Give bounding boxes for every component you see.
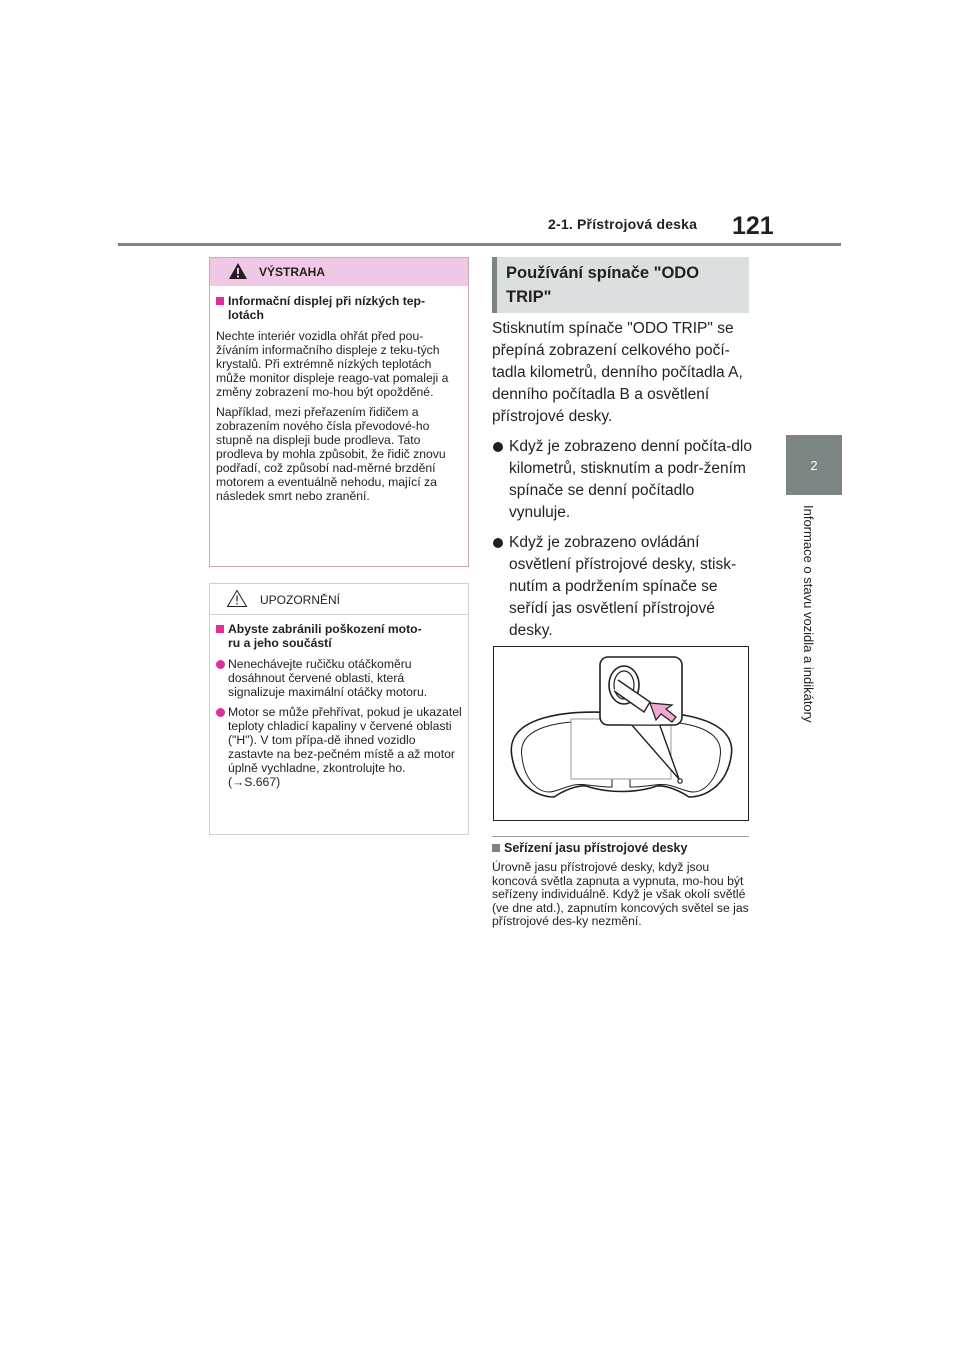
section-title: 2-1. Přístrojová deska bbox=[548, 216, 698, 232]
subsection-heading: Seřízení jasu přístrojové desky bbox=[492, 841, 687, 855]
caution-title: UPOZORNĚNÍ bbox=[260, 593, 341, 607]
square-bullet-icon bbox=[492, 844, 500, 852]
chapter-number: 2 bbox=[810, 457, 818, 473]
warning-box bbox=[209, 257, 469, 567]
page-reference: (→S.667) bbox=[228, 775, 281, 789]
subsection-text: Úrovně jasu přístrojové desky, když jsou koncová světla zapnuta a vypnuta, mo-hou být seřízeny individuálně. Když je však okolí světlé (ve dne atd.), zapnutím koncových světel se jas přístrojové des-ky nezmění. bbox=[492, 860, 749, 929]
square-bullet-icon bbox=[216, 297, 224, 305]
subsection-divider bbox=[492, 836, 749, 837]
warning-header bbox=[210, 258, 468, 286]
bullet-item-2: Když je zobrazeno ovládání osvětlení přístrojové desky, stisk-nutím a podržením spínače se seřídí jas osvětlení přístrojové desky. bbox=[492, 532, 754, 642]
header-divider bbox=[118, 243, 841, 246]
chapter-tab bbox=[786, 435, 842, 495]
warning-paragraph-2: Například, mezi přeřazením řidičem a zobrazením nového čísla převodové-ho stupně na displeji bude prodleva. Tato prodleva by mohla způsobit, že řidič znovu podřadí, což způsobí nad-měrné brzdění motorem a eventuálně nehodu, mající za následek smrt nebo zranění. bbox=[216, 405, 446, 503]
odo-trip-switch-diagram bbox=[494, 647, 748, 820]
instrument-panel-illustration bbox=[493, 646, 749, 821]
caution-box bbox=[209, 583, 469, 835]
intro-paragraph: Stisknutím spínače "ODO TRIP" se přepíná zobrazení celkového počí-tadla kilometrů, denního počítadla A, denního počítadla B a osvětlení přístrojové desky. bbox=[492, 320, 743, 425]
bullet-item-1: Když je zobrazeno denní počíta-dlo kilometrů, stisknutím a podr-žením spínače se denní počítadlo vynuluje. bbox=[492, 436, 754, 524]
dot-bullet-icon bbox=[216, 660, 225, 669]
square-bullet-icon bbox=[216, 625, 224, 633]
warning-triangle-icon bbox=[228, 262, 248, 280]
caution-item-2: Motor se může přehřívat, pokud je ukazatel teploty chladicí kapaliny v červené oblasti ("H"). V tom přípa-dě ihned vozidlo zastavte na bez-pečném místě a až motor úplně vychladne, zkontrolujte ho. (→S.667) bbox=[216, 705, 462, 789]
caution-heading: Abyste zabránili poškození moto- ru a jeho součástí bbox=[216, 622, 462, 650]
warning-paragraph-1: Nechte interiér vozidla ohřát před pou-žíváním informačního displeje z teku-tých krystalů. Při extrémně nízkých teplotách může monitor displeje reago-vat pomaleji a změny zobrazení mo-hou být opožděné. bbox=[216, 329, 449, 399]
section-body bbox=[492, 318, 754, 650]
chapter-title: Informace o stavu vozidla a indikátory bbox=[801, 505, 816, 723]
warning-title: VÝSTRAHA bbox=[259, 265, 326, 279]
section-heading: Používání spínače "ODO TRIP" bbox=[492, 257, 749, 313]
dot-bullet-icon bbox=[216, 708, 225, 717]
warning-heading: Informační displej při nízkých tep- lotách bbox=[216, 294, 462, 322]
caution-header bbox=[210, 584, 468, 615]
caution-item-1: Nenechávejte ručičku otáčkoměru dosáhnout červené oblasti, která signalizuje maximální otáčky motoru. bbox=[216, 657, 462, 699]
caution-triangle-icon bbox=[226, 589, 248, 608]
page-number: 121 bbox=[732, 212, 774, 240]
